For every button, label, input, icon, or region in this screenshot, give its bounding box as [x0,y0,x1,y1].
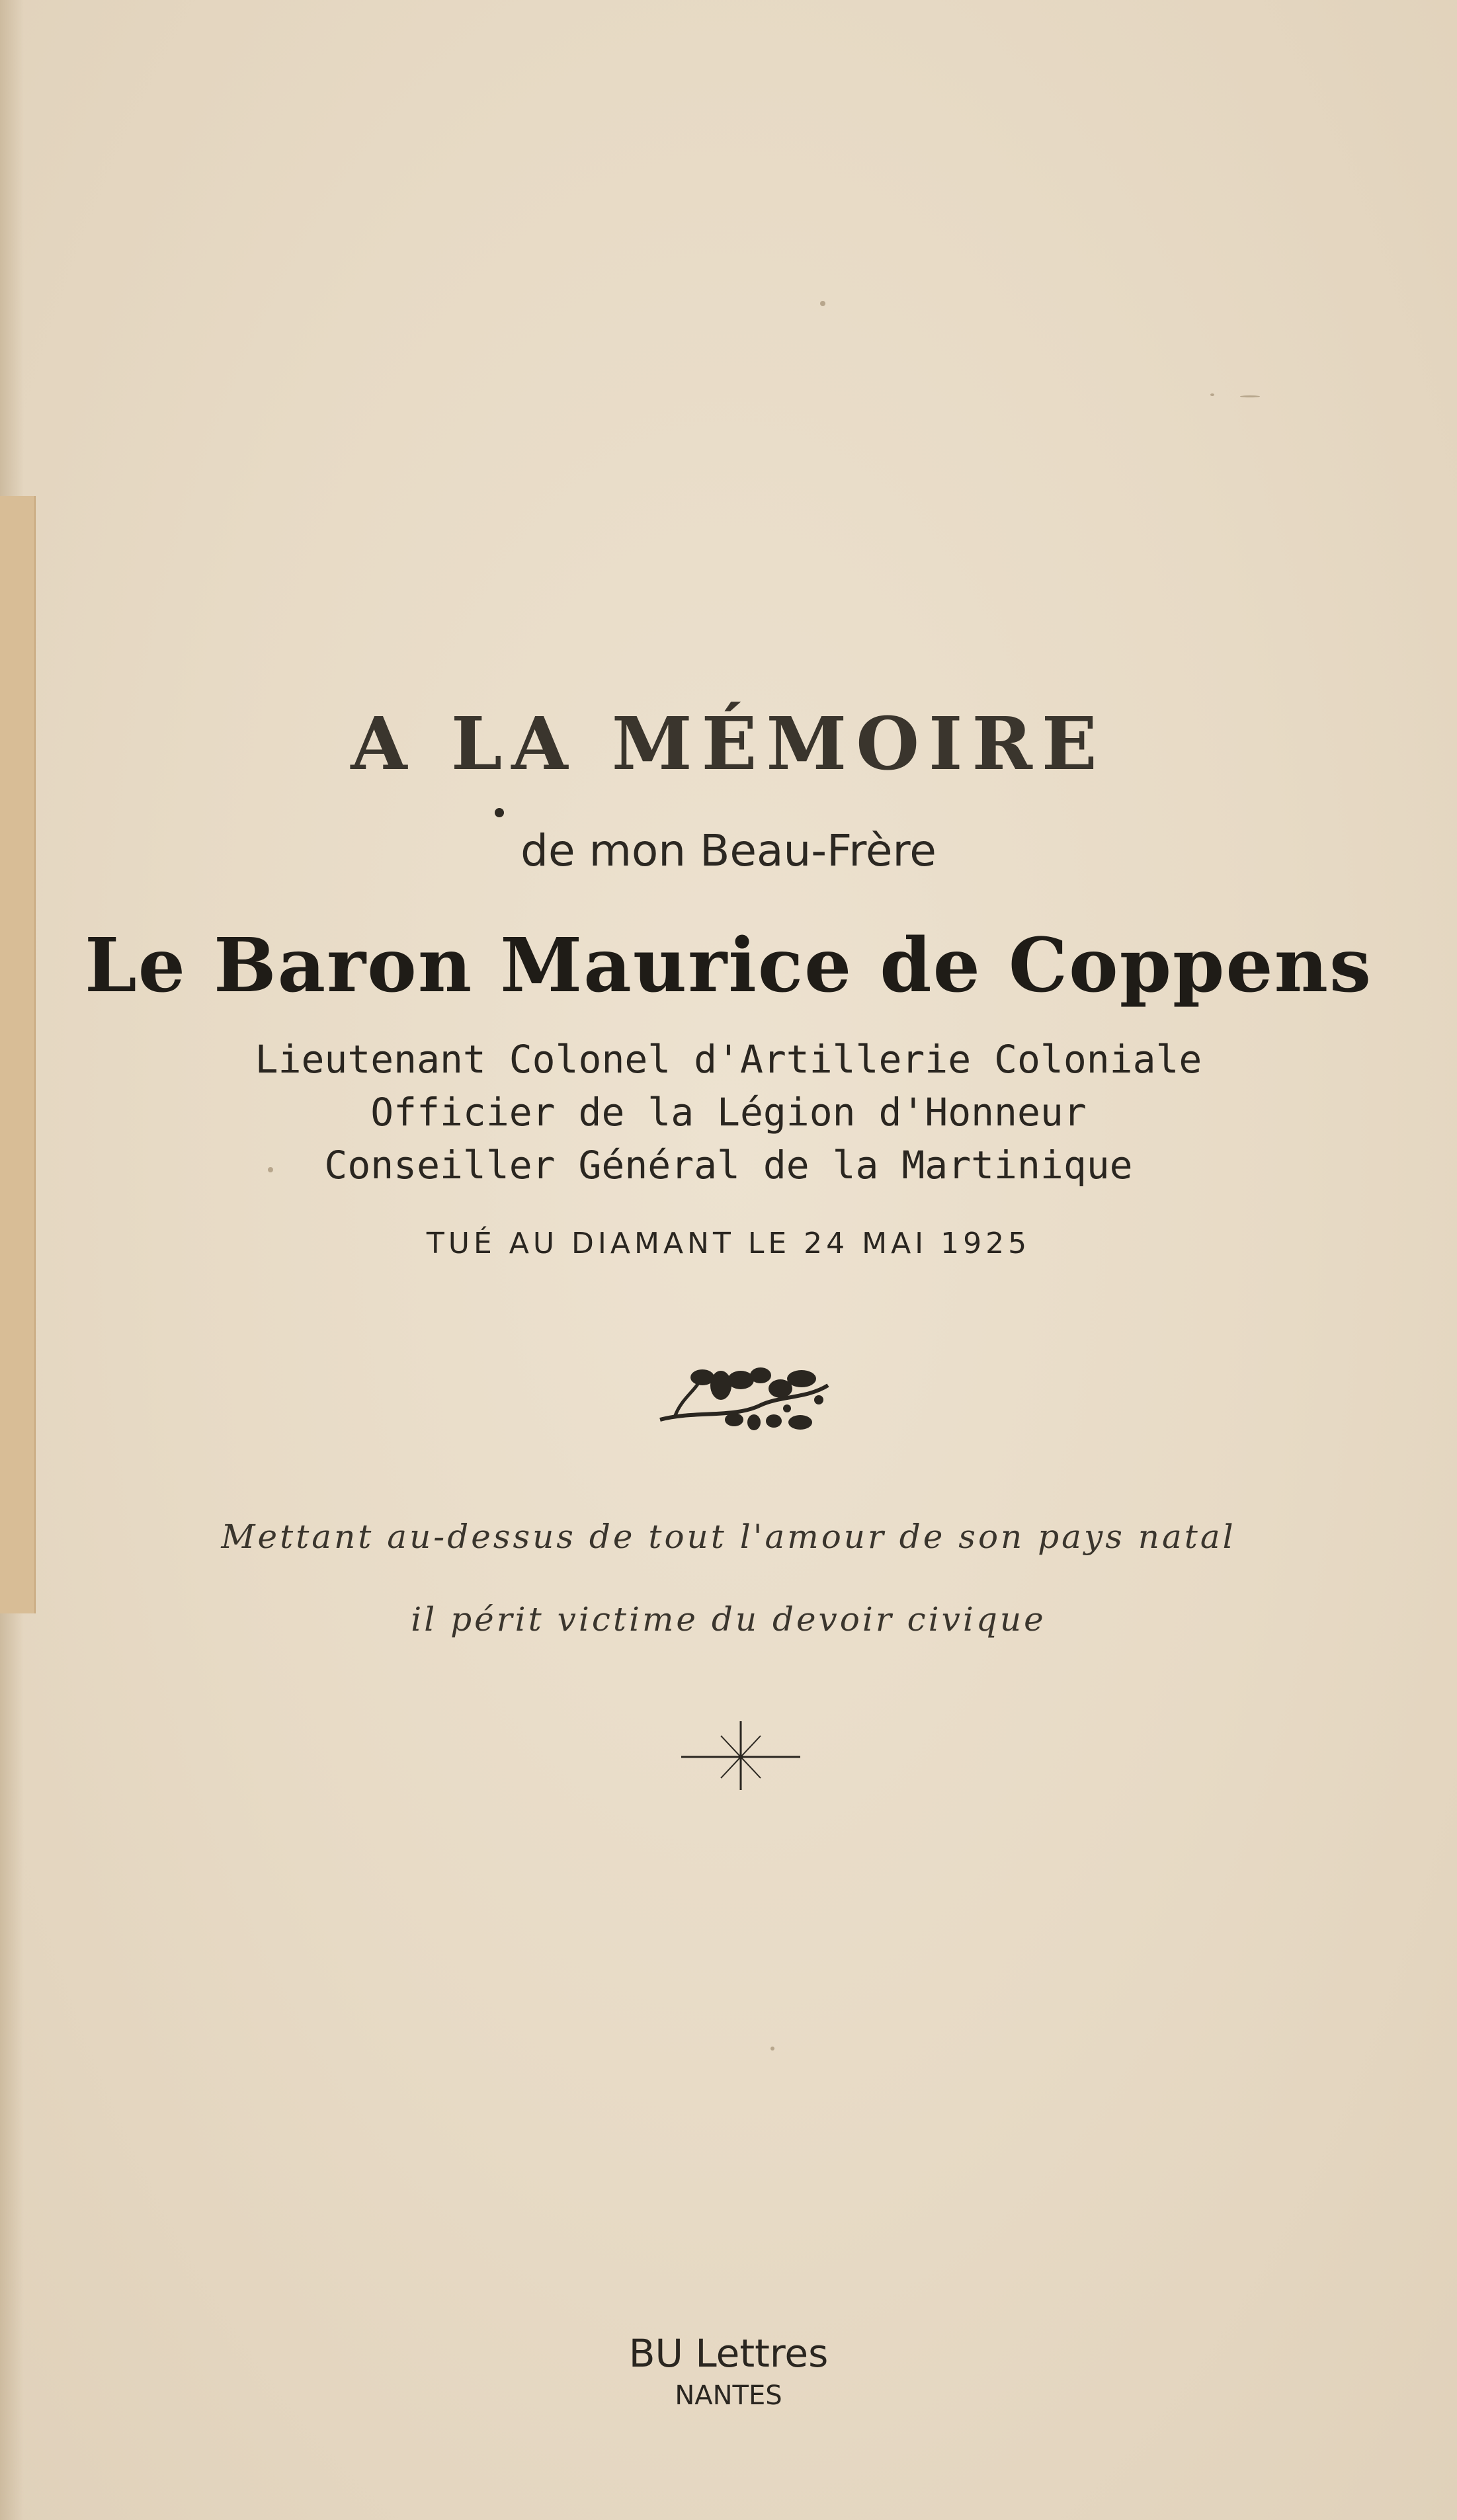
rank-line: Officier de la Légion d'Honneur [370,1090,1087,1135]
star-divider-icon [681,1716,800,1795]
death-notice: TUÉ AU DIAMANT LE 24 MAI 1925 [426,1227,1031,1260]
epitaph-line: il périt victime du devoir civique [411,1600,1046,1639]
library-stamp-city: NANTES [675,2380,782,2411]
dedication-heading: A LA MÉMOIRE [351,701,1106,786]
honoree-name: Le Baron Maurice de Coppens [84,922,1373,1009]
paper-speck [820,301,825,306]
floral-ornament-icon [655,1359,833,1432]
paper-speck [1240,395,1260,397]
epitaph-line: Mettant au-dessus de tout l'amour de son pays natal [221,1518,1236,1556]
paper-speck [770,2047,774,2051]
dedication-subheading: de mon Beau-Frère [520,825,937,876]
rank-line: Lieutenant Colonel d'Artillerie Coloniale [255,1037,1202,1082]
ink-dot [495,808,504,817]
paper-speck [1210,393,1214,396]
library-stamp-title: BU Lettres [628,2331,829,2376]
rank-line: Conseiller Général de la Martinique [324,1143,1133,1188]
